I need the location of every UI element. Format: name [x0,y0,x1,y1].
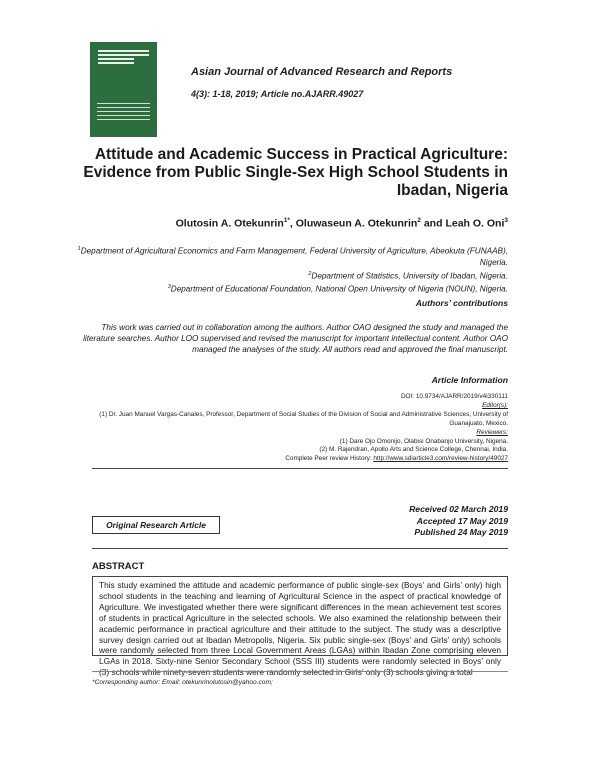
article-info-heading: Article Information [431,375,508,385]
received-date: Received 02 March 2019 [409,504,508,514]
author-marker: 3 [504,217,508,224]
reviewer-entry: (1) Dare Ojo Omonijo, Olabisi Onabanjo University, Nigeria. [339,437,508,445]
journal-title: Asian Journal of Advanced Research and Reports [191,66,453,78]
review-history-link[interactable]: http://www.sdiarticle3.com/review-history/49027 [373,455,508,463]
author-separator: , [289,217,296,230]
affiliation: $^3$Department of Educational Foundation, National Open University of Nigeria (NOUN), Nigeria. [167,283,508,294]
article-title: Attitude and Academic Success in Practical Agriculture: Evidence from Public Single-Sex High School Students in Ibadan, Nigeria [83,146,508,199]
affiliation: $^2$Department of Statistics, University of Ibadan, Nigeria. [308,270,508,281]
author-name: Oluwaseun A. Otekunrin [295,217,418,230]
author-marker: 2 [417,217,421,224]
author-name: Olutosin A. Otekunrin [175,217,284,230]
author-list [176,217,508,230]
author-marker: 1* [283,217,290,224]
article-info [78,393,508,464]
affiliations [68,244,508,295]
affiliation: $^1$Department of Agricultural Economics and Farm Management, Federal University of Agriculture, Abeokuta (FUNAAB), Nigeria. [77,246,508,268]
issue-line: 4(3): 1-18, 2019; Article no.AJARR.49027 [191,89,364,99]
divider [92,468,508,469]
accepted-date: Accepted 17 May 2019 [416,515,508,526]
reviewer-entry: (2) M. Rajendran, Apollo Arts and Science College, Chennai, India. [319,446,508,454]
contributions-text: This work was carried out in collaboration among the authors. Author OAO designed the study and managed the literature searches. Author LOO supervised and revised the manuscript for important intellectual content. Author OAO managed the analyses of the study. All authors read and approved the final manuscript. [83,323,508,354]
editors-label: Editor(s): [482,401,508,409]
corresponding-author-footnote: *Corresponding author: Email: otekunrinolutosin@yahoo.com; [92,679,273,686]
published-date: Published 24 May 2019 [414,527,508,537]
publication-dates [409,504,508,539]
author-name: Leah O. Oni [445,217,505,230]
divider [92,548,508,549]
reviewers-label: Reviewers: [476,428,508,436]
author-separator: and [420,217,446,230]
footnote-divider [92,671,508,672]
review-history: Complete Peer review History: http://www.sdiarticle3.com/review-history/49027 [285,455,508,463]
article-type-label: Original Research Article [92,516,220,534]
abstract-heading: ABSTRACT [92,561,145,572]
abstract-text: This study examined the attitude and academic performance of public single-sex (Boys’ and Girls’ only) high school students in the teaching and learning of Agricultural Science in the aspect of practical knowledge of Agriculture. We investigated whether there were significant differences in the mean achievement test scores of students in practical Agriculture in the selected schools. We also examined the relationship between their academic performance in practical agriculture and their attitude to the subject. The study was a descriptive survey design carried out at Ibadan Metropolis, Nigeria. Six public single-sex (Boys’ and Girls’ only) schools were randomly selected from three Local Government Areas (LGAs) within Ibadan Zone comprising eleven LGAs in 2018. Sixty-nine Senior Secondary School (SSS III) students were randomly selected in Boys’ only (3) schools while ninety-seven students were randomly selected in Girls’ only (3) schools giving a total [92,576,508,656]
doi: DOI: 10.9734/AJARR/2019/v4i330111 [400,393,508,400]
editor-entry: (1) Dr. Juan Manuel Vargas-Canales, Professor, Department of Social Studies of the Division of Social and Administrative Sciences, University of Guanajuato, Mexico. [99,410,508,427]
contributions-heading: Authors’ contributions [415,298,508,308]
journal-cover-thumbnail [90,42,157,137]
